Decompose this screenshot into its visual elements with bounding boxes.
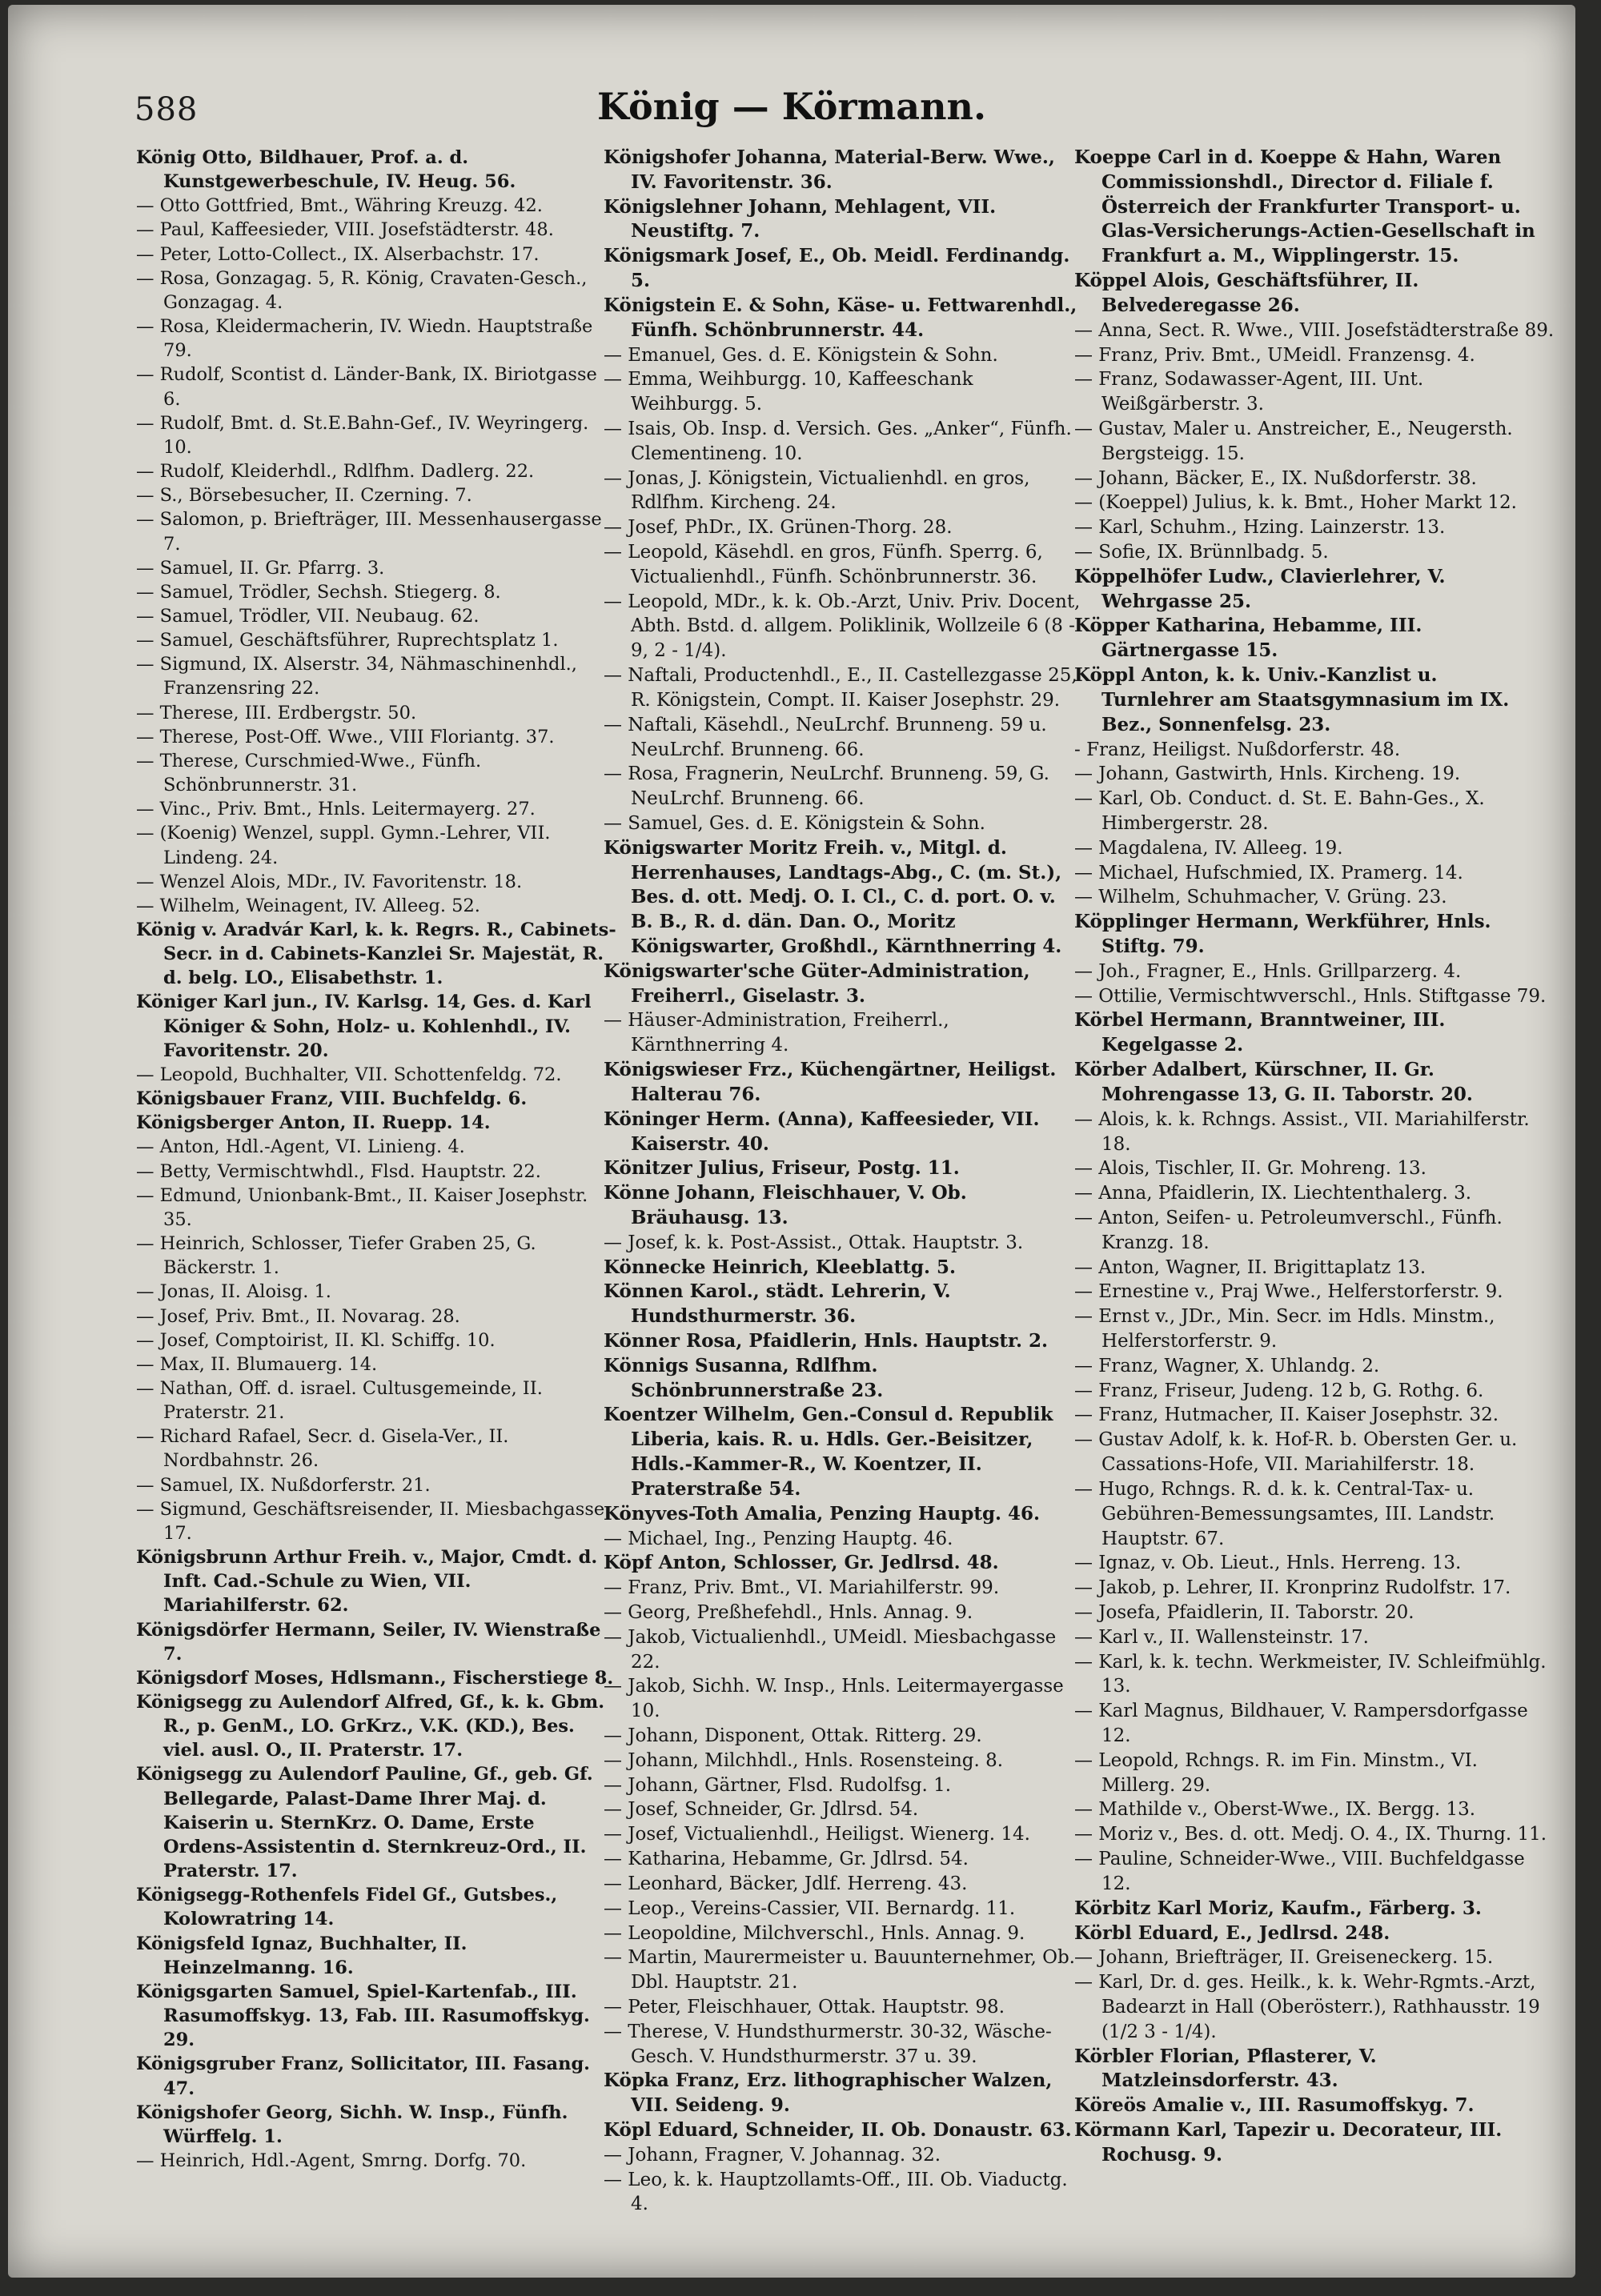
directory-entry: — Therese, V. Hundsthurmerstr. 30-32, Wäsche-Gesch. V. Hundsthurmerstr. 37 u. 39. bbox=[604, 2021, 1052, 2067]
directory-entry: — Max, II. Blumauerg. 14. bbox=[136, 1353, 378, 1375]
directory-entry: — Johann, Briefträger, II. Greiseneckerg. 15. bbox=[1074, 1947, 1494, 1969]
directory-entry: — Karl, Ob. Conduct. d. St. E. Bahn-Ges., X. Himbergerstr. 28. bbox=[1074, 788, 1485, 834]
directory-entry: — Karl Magnus, Bildhauer, V. Rampersdorfgasse 12. bbox=[1074, 1701, 1528, 1746]
directory-entry: — Franz, Wagner, X. Uhlandg. 2. bbox=[1074, 1355, 1380, 1376]
directory-entry: — Wenzel Alois, MDr., IV. Favoritenstr. 18. bbox=[136, 871, 523, 892]
directory-entry: Königsbrunn Arthur Freih. v., Major, Cmdt. d. Inft. Cad.-Schule zu Wien, VII. Mariahilferstr. 62. bbox=[136, 1547, 598, 1617]
directory-entry: Königswarter Moritz Freih. v., Mitgl. d. Herrenhauses, Landtags-Abg., C. (m. St.), Bes. d. ott. Medj. O. I. Cl., C. d. port. O. v. B. B., R. d. dän. Dan. O., Moritz Königswarter, Großhdl., Kärnthnerring 4. bbox=[604, 836, 1062, 957]
directory-entry: Koentzer Wilhelm, Gen.-Consul d. Republik Liberia, kais. R. u. Hdls. Ger.-Beisitzer, Hdls.-Kammer-R., W. Koentzer, II. Praterstraße 54. bbox=[604, 1404, 1053, 1500]
directory-entry: — Wilhelm, Schuhmacher, V. Grüng. 23. bbox=[1074, 887, 1447, 908]
directory-entry: — Magdalena, IV. Alleeg. 19. bbox=[1074, 837, 1343, 859]
directory-entry: — Wilhelm, Weinagent, IV. Alleeg. 52. bbox=[136, 895, 480, 916]
directory-entry: — Franz, Hutmacher, II. Kaiser Josephstr. 32. bbox=[1074, 1404, 1499, 1426]
directory-entry: Könyves-Toth Amalia, Penzing Hauptg. 46. bbox=[604, 1502, 1041, 1525]
directory-entry: — Josef, k. k. Post-Assist., Ottak. Hauptstr. 3. bbox=[604, 1232, 1024, 1253]
directory-entry: Königsbauer Franz, VIII. Buchfeldg. 6. bbox=[136, 1088, 528, 1110]
directory-entry: — Peter, Lotto-Collect., IX. Alserbachstr. 17. bbox=[136, 243, 540, 265]
directory-entry: — Josef, Priv. Bmt., II. Novarag. 28. bbox=[136, 1305, 460, 1327]
directory-entry: — Franz, Sodawasser-Agent, III. Unt. Weißgärberstr. 3. bbox=[1074, 369, 1424, 415]
directory-entry: — Leo, k. k. Hauptzollamts-Off., III. Ob. Viaductg. 4. bbox=[604, 2169, 1068, 2215]
directory-entry: — Samuel, Trödler, Sechsh. Stiegerg. 8. bbox=[136, 581, 501, 603]
directory-entry: — Rosa, Fragnerin, NeuLrchf. Brunneng. 59, G. NeuLrchf. Brunneng. 66. bbox=[604, 763, 1049, 810]
directory-entry: — Alois, k. k. Rchngs. Assist., VII. Mariahilferstr. 18. bbox=[1074, 1108, 1530, 1155]
directory-entry: Königsgarten Samuel, Spiel-Kartenfab., III. Rasumoffskyg. 13, Fab. III. Rasumoffskyg. 29. bbox=[136, 1981, 590, 2051]
directory-entry: — Ignaz, v. Ob. Lieut., Hnls. Herreng. 13. bbox=[1074, 1553, 1462, 1574]
directory-entry: — Sigmund, Geschäftsreisender, II. Miesbachgasse 17. bbox=[136, 1498, 605, 1544]
directory-entry: Königslehner Johann, Mehlagent, VII. Neustiftg. 7. bbox=[604, 195, 997, 242]
directory-entry: Körmann Karl, Tapezir u. Decorateur, III. Rochusg. 9. bbox=[1074, 2119, 1503, 2166]
directory-entry: — Franz, Priv. Bmt., UMeidl. Franzensg. 4. bbox=[1074, 344, 1475, 366]
directory-entry: — Josef, PhDr., IX. Grünen-Thorg. 28. bbox=[604, 517, 953, 539]
directory-entry: — Ernst v., JDr., Min. Secr. im Hdls. Minstm., Helferstorferstr. 9. bbox=[1074, 1306, 1495, 1352]
running-title: König — Körmann. bbox=[596, 85, 987, 128]
directory-entry: — Leopold, Buchhalter, VII. Schottenfeldg. 72. bbox=[136, 1064, 562, 1085]
directory-entry: Köpf Anton, Schlosser, Gr. Jedlrsd. 48. bbox=[604, 1552, 999, 1574]
directory-entry: Königsmark Josef, E., Ob. Meidl. Ferdinandg. 5. bbox=[604, 245, 1070, 292]
directory-entry: — Jakob, p. Lehrer, II. Kronprinz Rudolfstr. 17. bbox=[1074, 1577, 1511, 1599]
directory-entry: Königsdorf Moses, Hdlsmann., Fischerstiege 8. bbox=[136, 1667, 614, 1689]
directory-entry: Körbler Florian, Pflasterer, V. Matzleinsdorferstr. 43. bbox=[1074, 2045, 1377, 2092]
directory-entry: — Gustav Adolf, k. k. Hof-R. b. Obersten Ger. u. Cassations-Hofe, VII. Mariahilferstr. 18. bbox=[1074, 1429, 1518, 1476]
directory-entry: Könitzer Julius, Friseur, Postg. 11. bbox=[604, 1157, 960, 1180]
directory-entry: — Samuel, Ges. d. E. Königstein & Sohn. bbox=[604, 812, 985, 834]
directory-entry: König v. Aradvár Karl, k. k. Regrs. R., Cabinets-Secr. in d. Cabinets-Kanzlei Sr. Majestät, R. d. belg. LO., Elisabethstr. 1. bbox=[136, 920, 616, 989]
directory-entry: — Samuel, Trödler, VII. Neubaug. 62. bbox=[136, 605, 479, 627]
directory-entry: — Vinc., Priv. Bmt., Hnls. Leitermayerg. 27. bbox=[136, 799, 536, 820]
directory-entry: Köpper Katharina, Hebamme, III. Gärtnergasse 15. bbox=[1074, 615, 1422, 662]
directory-entry: — Anton, Wagner, II. Brigittaplatz 13. bbox=[1074, 1256, 1426, 1278]
directory-entry: — Josef, Schneider, Gr. Jdlrsd. 54. bbox=[604, 1799, 919, 1821]
column-2 bbox=[604, 146, 1084, 2217]
directory-entry: — Emanuel, Ges. d. E. Königstein & Sohn. bbox=[604, 344, 998, 366]
directory-entry: Körbitz Karl Moriz, Kaufm., Färberg. 3. bbox=[1074, 1897, 1482, 1919]
directory-entry: — Josef, Victualienhdl., Heiligst. Wienerg. 14. bbox=[604, 1824, 1030, 1845]
directory-entry: — Richard Rafael, Secr. d. Gisela-Ver., II. Nordbahnstr. 26. bbox=[136, 1426, 509, 1472]
directory-entry: — Anton, Seifen- u. Petroleumverschl., Fünfh. Kranzg. 18. bbox=[1074, 1207, 1503, 1253]
directory-entry: König Otto, Bildhauer, Prof. a. d. Kunstgewerbeschule, IV. Heug. 56. bbox=[136, 147, 516, 193]
directory-entry: — Michael, Hufschmied, IX. Pramerg. 14. bbox=[1074, 862, 1463, 884]
directory-entry: - Franz, Heiligst. Nußdorferstr. 48. bbox=[1074, 739, 1401, 760]
directory-entry: — Katharina, Hebamme, Gr. Jdlrsd. 54. bbox=[604, 1849, 969, 1870]
directory-entry: — Betty, Vermischtwhdl., Flsd. Hauptstr. 22. bbox=[136, 1160, 541, 1182]
directory-entry: — Anna, Sect. R. Wwe., VIII. Josefstädterstraße 89. bbox=[1074, 319, 1555, 341]
directory-entry: Köninger Herm. (Anna), Kaffeesieder, VII. Kaiserstr. 40. bbox=[604, 1108, 1040, 1155]
directory-entry: — Naftali, Käsehdl., NeuLrchf. Brunneng. 59 u. NeuLrchf. Brunneng. 66. bbox=[604, 714, 1047, 760]
directory-entry: — Pauline, Schneider-Wwe., VIII. Buchfeldgasse 12. bbox=[1074, 1849, 1525, 1894]
directory-entry: Körber Adalbert, Kürschner, II. Gr. Mohrengasse 13, G. II. Taborstr. 20. bbox=[1074, 1059, 1473, 1105]
directory-entry: Königsegg zu Aulendorf Alfred, Gf., k. k. Gbm. R., p. GenM., LO. GrKrz., V.K. (KD.), Bes. viel. ausl. O., II. Praterstr. 17. bbox=[136, 1692, 605, 1761]
directory-entry: — Hugo, Rchngs. R. d. k. k. Central-Tax- u. Gebühren-Bemessungsamtes, III. Landstr. Hauptstr. 67. bbox=[1074, 1478, 1495, 1549]
directory-entry: — Johann, Gärtner, Flsd. Rudolfsg. 1. bbox=[604, 1774, 952, 1796]
column-3 bbox=[1074, 146, 1555, 2168]
directory-entry: — Samuel, Geschäftsführer, Ruprechtsplatz 1. bbox=[136, 630, 559, 651]
directory-entry: Königshofer Johanna, Material-Berw. Wwe., IV. Favoritenstr. 36. bbox=[604, 146, 1055, 193]
directory-entry: — Franz, Priv. Bmt., VI. Mariahilferstr. 99. bbox=[604, 1577, 1000, 1599]
directory-entry: — Emma, Weihburgg. 10, Kaffeeschank Weihburgg. 5. bbox=[604, 369, 973, 415]
directory-entry: — Leopold, Rchngs. R. im Fin. Minstm., VI. Millerg. 29. bbox=[1074, 1749, 1478, 1796]
directory-entry: — Karl, Dr. d. ges. Heilk., k. k. Wehr-Rgmts.-Arzt, Badearzt in Hall (Oberösterr.), Rathhausstr. 19 (1/2 3 - 1/4). bbox=[1074, 1972, 1540, 2042]
directory-entry: — Franz, Friseur, Judeng. 12 b, G. Rothg. 6. bbox=[1074, 1380, 1484, 1401]
directory-entry: Königswieser Frz., Küchengärtner, Heiligst. Halterau 76. bbox=[604, 1059, 1057, 1105]
directory-entry: — Johann, Bäcker, E., IX. Nußdorferstr. 38. bbox=[1074, 467, 1477, 489]
directory-entry: — Karl, Schuhm., Hzing. Lainzerstr. 13. bbox=[1074, 517, 1446, 539]
directory-entry: — Mathilde v., Oberst-Wwe., IX. Bergg. 13. bbox=[1074, 1799, 1476, 1821]
directory-entry: Königstein E. & Sohn, Käse- u. Fettwarenhdl., Fünfh. Schönbrunnerstr. 44. bbox=[604, 294, 1077, 341]
column-1 bbox=[136, 146, 616, 2173]
directory-entry: — Rosa, Kleidermacherin, IV. Wiedn. Hauptstraße 79. bbox=[136, 316, 593, 362]
directory-entry: Köpka Franz, Erz. lithographischer Walzen, VII. Seideng. 9. bbox=[604, 2070, 1053, 2117]
directory-entry: — Therese, Curschmied-Wwe., Fünfh. Schönbrunnerstr. 31. bbox=[136, 750, 482, 796]
directory-entry: — Joh., Fragner, E., Hnls. Grillparzerg. 4. bbox=[1074, 960, 1462, 982]
directory-entry: Köpl Eduard, Schneider, II. Ob. Donaustr. 63. bbox=[604, 2119, 1072, 2141]
directory-entry: — Salomon, p. Briefträger, III. Messenhausergasse 7. bbox=[136, 509, 602, 555]
directory-entry: — Jonas, II. Aloisg. 1. bbox=[136, 1281, 331, 1303]
directory-entry: Könnecke Heinrich, Kleeblattg. 5. bbox=[604, 1256, 956, 1278]
directory-entry: Königer Karl jun., IV. Karlsg. 14, Ges. d. Karl Königer & Sohn, Holz- u. Kohlenhdl., IV. Favoritenstr. 20. bbox=[136, 992, 592, 1061]
directory-entry: — Nathan, Off. d. israel. Cultusgemeinde, II. Praterstr. 21. bbox=[136, 1377, 543, 1424]
directory-entry: — Rudolf, Bmt. d. St.E.Bahn-Gef., IV. Weyringerg. 10. bbox=[136, 412, 589, 458]
directory-entry: — Naftali, Productenhdl., E., II. Castellezgasse 25, R. Königstein, Compt. II. Kaiser Josephstr. 29. bbox=[604, 665, 1077, 711]
directory-entry: — Rudolf, Scontist d. Länder-Bank, IX. Biriotgasse 6. bbox=[136, 364, 597, 410]
directory-entry: Körbel Hermann, Branntweiner, III. Kegelgasse 2. bbox=[1074, 1009, 1446, 1056]
directory-entry: — Rudolf, Kleiderhdl., Rdlfhm. Dadlerg. 22. bbox=[136, 461, 535, 483]
directory-entry: — Anton, Hdl.-Agent, VI. Linieng. 4. bbox=[136, 1136, 465, 1158]
directory-entry: Köppelhöfer Ludw., Clavierlehrer, V. Wehrgasse 25. bbox=[1074, 565, 1446, 612]
directory-entry: — Johann, Fragner, V. Johannag. 32. bbox=[604, 2144, 941, 2166]
directory-entry: — Häuser-Administration, Freiherrl., Kärnthnerring 4. bbox=[604, 1010, 949, 1056]
directory-entry: — Otto Gottfried, Bmt., Währing Kreuzg. 42. bbox=[136, 195, 543, 217]
directory-entry: — Paul, Kaffeesieder, VIII. Josefstädterstr. 48. bbox=[136, 219, 554, 241]
directory-entry: — Leopold, MDr., k. k. Ob.-Arzt, Univ. Priv. Docent, Abth. Bstd. d. allgem. Poliklinik, Wollzeile 6 (8 - 9, 2 - 1/4). bbox=[604, 591, 1081, 662]
directory-entry: — Michael, Ing., Penzing Hauptg. 46. bbox=[604, 1528, 953, 1549]
directory-entry: — Sofie, IX. Brünnlbadg. 5. bbox=[1074, 542, 1329, 563]
directory-entry: — Isais, Ob. Insp. d. Versich. Ges. „Anker“, Fünfh. Clementineng. 10. bbox=[604, 418, 1072, 464]
directory-entry: — Leopold, Käsehdl. en gros, Fünfh. Sperrg. 6, Victualienhdl., Fünfh. Schönbrunnerstr. 36. bbox=[604, 542, 1043, 587]
directory-entry: Königshofer Georg, Sichh. W. Insp., Fünfh. Würffelg. 1. bbox=[136, 2102, 568, 2147]
directory-entry: — Johann, Milchhdl., Hnls. Rosensteing. 8. bbox=[604, 1749, 1004, 1771]
page-number: 588 bbox=[134, 91, 199, 128]
directory-entry: — Josef, Comptoirist, II. Kl. Schiffg. 10. bbox=[136, 1329, 496, 1351]
directory-entry: — Samuel, IX. Nußdorferstr. 21. bbox=[136, 1474, 431, 1496]
directory-entry: Königsegg-Rothenfels Fidel Gf., Gutsbes., Kolowratring 14. bbox=[136, 1885, 558, 1930]
directory-entry: — Anna, Pfaidlerin, IX. Liechtenthalerg. 3. bbox=[1074, 1183, 1472, 1204]
directory-page bbox=[8, 5, 1575, 2278]
directory-entry: — Ernestine v., Praj Wwe., Helferstorferstr. 9. bbox=[1074, 1281, 1503, 1303]
directory-entry: — Sigmund, IX. Alserstr. 34, Nähmaschinenhdl., Franzensring 22. bbox=[136, 654, 577, 699]
directory-entry: — Rosa, Gonzagag. 5, R. König, Cravaten-Gesch., Gonzagag. 4. bbox=[136, 267, 588, 313]
directory-entry: Koeppe Carl in d. Koeppe & Hahn, Waren Commissionshdl., Director d. Filiale f. Österreich der Frankfurter Transport- u. Glas-Versicherungs-Actien-Gesellschaft in Frankfurt a. M., Wipplingerstr. 15. bbox=[1074, 146, 1535, 267]
directory-entry: Königsdörfer Hermann, Seiler, IV. Wienstraße 7. bbox=[136, 1619, 601, 1665]
directory-entry: — Leop., Vereins-Cassier, VII. Bernardg. 11. bbox=[604, 1897, 1016, 1919]
directory-entry: — Therese, III. Erdbergstr. 50. bbox=[136, 702, 417, 723]
directory-entry: — Jakob, Sichh. W. Insp., Hnls. Leitermayergasse 10. bbox=[604, 1676, 1064, 1722]
directory-entry: — Jonas, J. Königstein, Victualienhdl. en gros, Rdlfhm. Kircheng. 24. bbox=[604, 467, 1030, 514]
directory-entry: Köpplinger Hermann, Werkführer, Hnls. Stiftg. 79. bbox=[1074, 911, 1491, 957]
directory-entry: Könnigs Susanna, Rdlfhm. Schönbrunnerstraße 23. bbox=[604, 1354, 884, 1401]
directory-entry: — Leonhard, Bäcker, Jdlf. Herreng. 43. bbox=[604, 1873, 968, 1894]
directory-entry: — Therese, Post-Off. Wwe., VIII Floriantg. 37. bbox=[136, 726, 555, 747]
directory-entry: — S., Börsebesucher, II. Czerning. 7. bbox=[136, 485, 472, 507]
directory-entry: Könne Johann, Fleischhauer, V. Ob. Bräuhausg. 13. bbox=[604, 1182, 967, 1228]
directory-entry: — (Koeppel) Julius, k. k. Bmt., Hoher Markt 12. bbox=[1074, 492, 1517, 514]
directory-entry: Köreös Amalie v., III. Rasumoffskyg. 7. bbox=[1074, 2094, 1475, 2117]
directory-entry: — Josefa, Pfaidlerin, II. Taborstr. 20. bbox=[1074, 1601, 1414, 1623]
directory-entry: — Leopoldine, Milchverschl., Hnls. Annag. 9. bbox=[604, 1922, 1025, 1944]
directory-entry: — Edmund, Unionbank-Bmt., II. Kaiser Josephstr. 35. bbox=[136, 1184, 588, 1230]
directory-entry: — Johann, Gastwirth, Hnls. Kircheng. 19. bbox=[1074, 763, 1461, 785]
directory-entry: Königsegg zu Aulendorf Pauline, Gf., geb. Gf. Bellegarde, Palast-Dame Ihrer Maj. d. Kaiserin u. SternKrz. O. Dame, Erste Ordens-Assistentin d. Sternkreuz-Ord., II. Praterstr. 17. bbox=[136, 1764, 593, 1882]
directory-entry: — Georg, Preßhefehdl., Hnls. Annag. 9. bbox=[604, 1601, 973, 1623]
directory-entry: — Moriz v., Bes. d. ott. Medj. O. 4., IX. Thurng. 11. bbox=[1074, 1824, 1547, 1845]
directory-entry: Körbl Eduard, E., Jedlrsd. 248. bbox=[1074, 1921, 1390, 1944]
directory-entry: — (Koenig) Wenzel, suppl. Gymn.-Lehrer, VII. Lindeng. 24. bbox=[136, 823, 551, 868]
directory-entry: — Alois, Tischler, II. Gr. Mohreng. 13. bbox=[1074, 1158, 1426, 1180]
directory-entry: — Jakob, Victualienhdl., UMeidl. Miesbachgasse 22. bbox=[604, 1626, 1057, 1673]
directory-entry: — Gustav, Maler u. Anstreicher, E., Neugersth. Bergsteigg. 15. bbox=[1074, 418, 1513, 464]
directory-entry: Königswarter'sche Güter-Administration, Freiherrl., Giselastr. 3. bbox=[604, 960, 1030, 1007]
directory-entry: Königsfeld Ignaz, Buchhalter, II. Heinzelmanng. 16. bbox=[136, 1933, 467, 1978]
directory-entry: Könner Rosa, Pfaidlerin, Hnls. Hauptstr. 2. bbox=[604, 1330, 1049, 1352]
directory-entry: — Heinrich, Schlosser, Tiefer Graben 25, G. Bäckerstr. 1. bbox=[136, 1233, 536, 1279]
directory-entry: — Ottilie, Vermischtwverschl., Hnls. Stiftgasse 79. bbox=[1074, 985, 1547, 1007]
directory-entry: — Johann, Disponent, Ottak. Ritterg. 29. bbox=[604, 1725, 982, 1746]
directory-entry: — Karl v., II. Wallensteinstr. 17. bbox=[1074, 1626, 1369, 1648]
directory-entry: — Karl, k. k. techn. Werkmeister, IV. Schleifmühlg. 13. bbox=[1074, 1651, 1547, 1697]
directory-entry: — Samuel, II. Gr. Pfarrg. 3. bbox=[136, 557, 385, 579]
directory-entry: Köppl Anton, k. k. Univ.-Kanzlist u. Turnlehrer am Staatsgymnasium im IX. Bez., Sonnenfelsg. 23. bbox=[1074, 664, 1510, 735]
directory-entry: Königsgruber Franz, Sollicitator, III. Fasang. 47. bbox=[136, 2054, 591, 2099]
directory-entry: Köppel Alois, Geschäftsführer, II. Belvederegasse 26. bbox=[1074, 270, 1419, 316]
directory-entry: — Peter, Fleischhauer, Ottak. Hauptstr. 98. bbox=[604, 1996, 1005, 2018]
directory-entry: Königsberger Anton, II. Ruepp. 14. bbox=[136, 1112, 491, 1134]
directory-entry: — Martin, Maurermeister u. Bauunternehmer, Ob. Dbl. Hauptstr. 21. bbox=[604, 1947, 1075, 1993]
directory-entry: Können Karol., städt. Lehrerin, V. Hundsthurmerstr. 36. bbox=[604, 1280, 951, 1328]
directory-entry: — Heinrich, Hdl.-Agent, Smrng. Dorfg. 70. bbox=[136, 2150, 527, 2171]
